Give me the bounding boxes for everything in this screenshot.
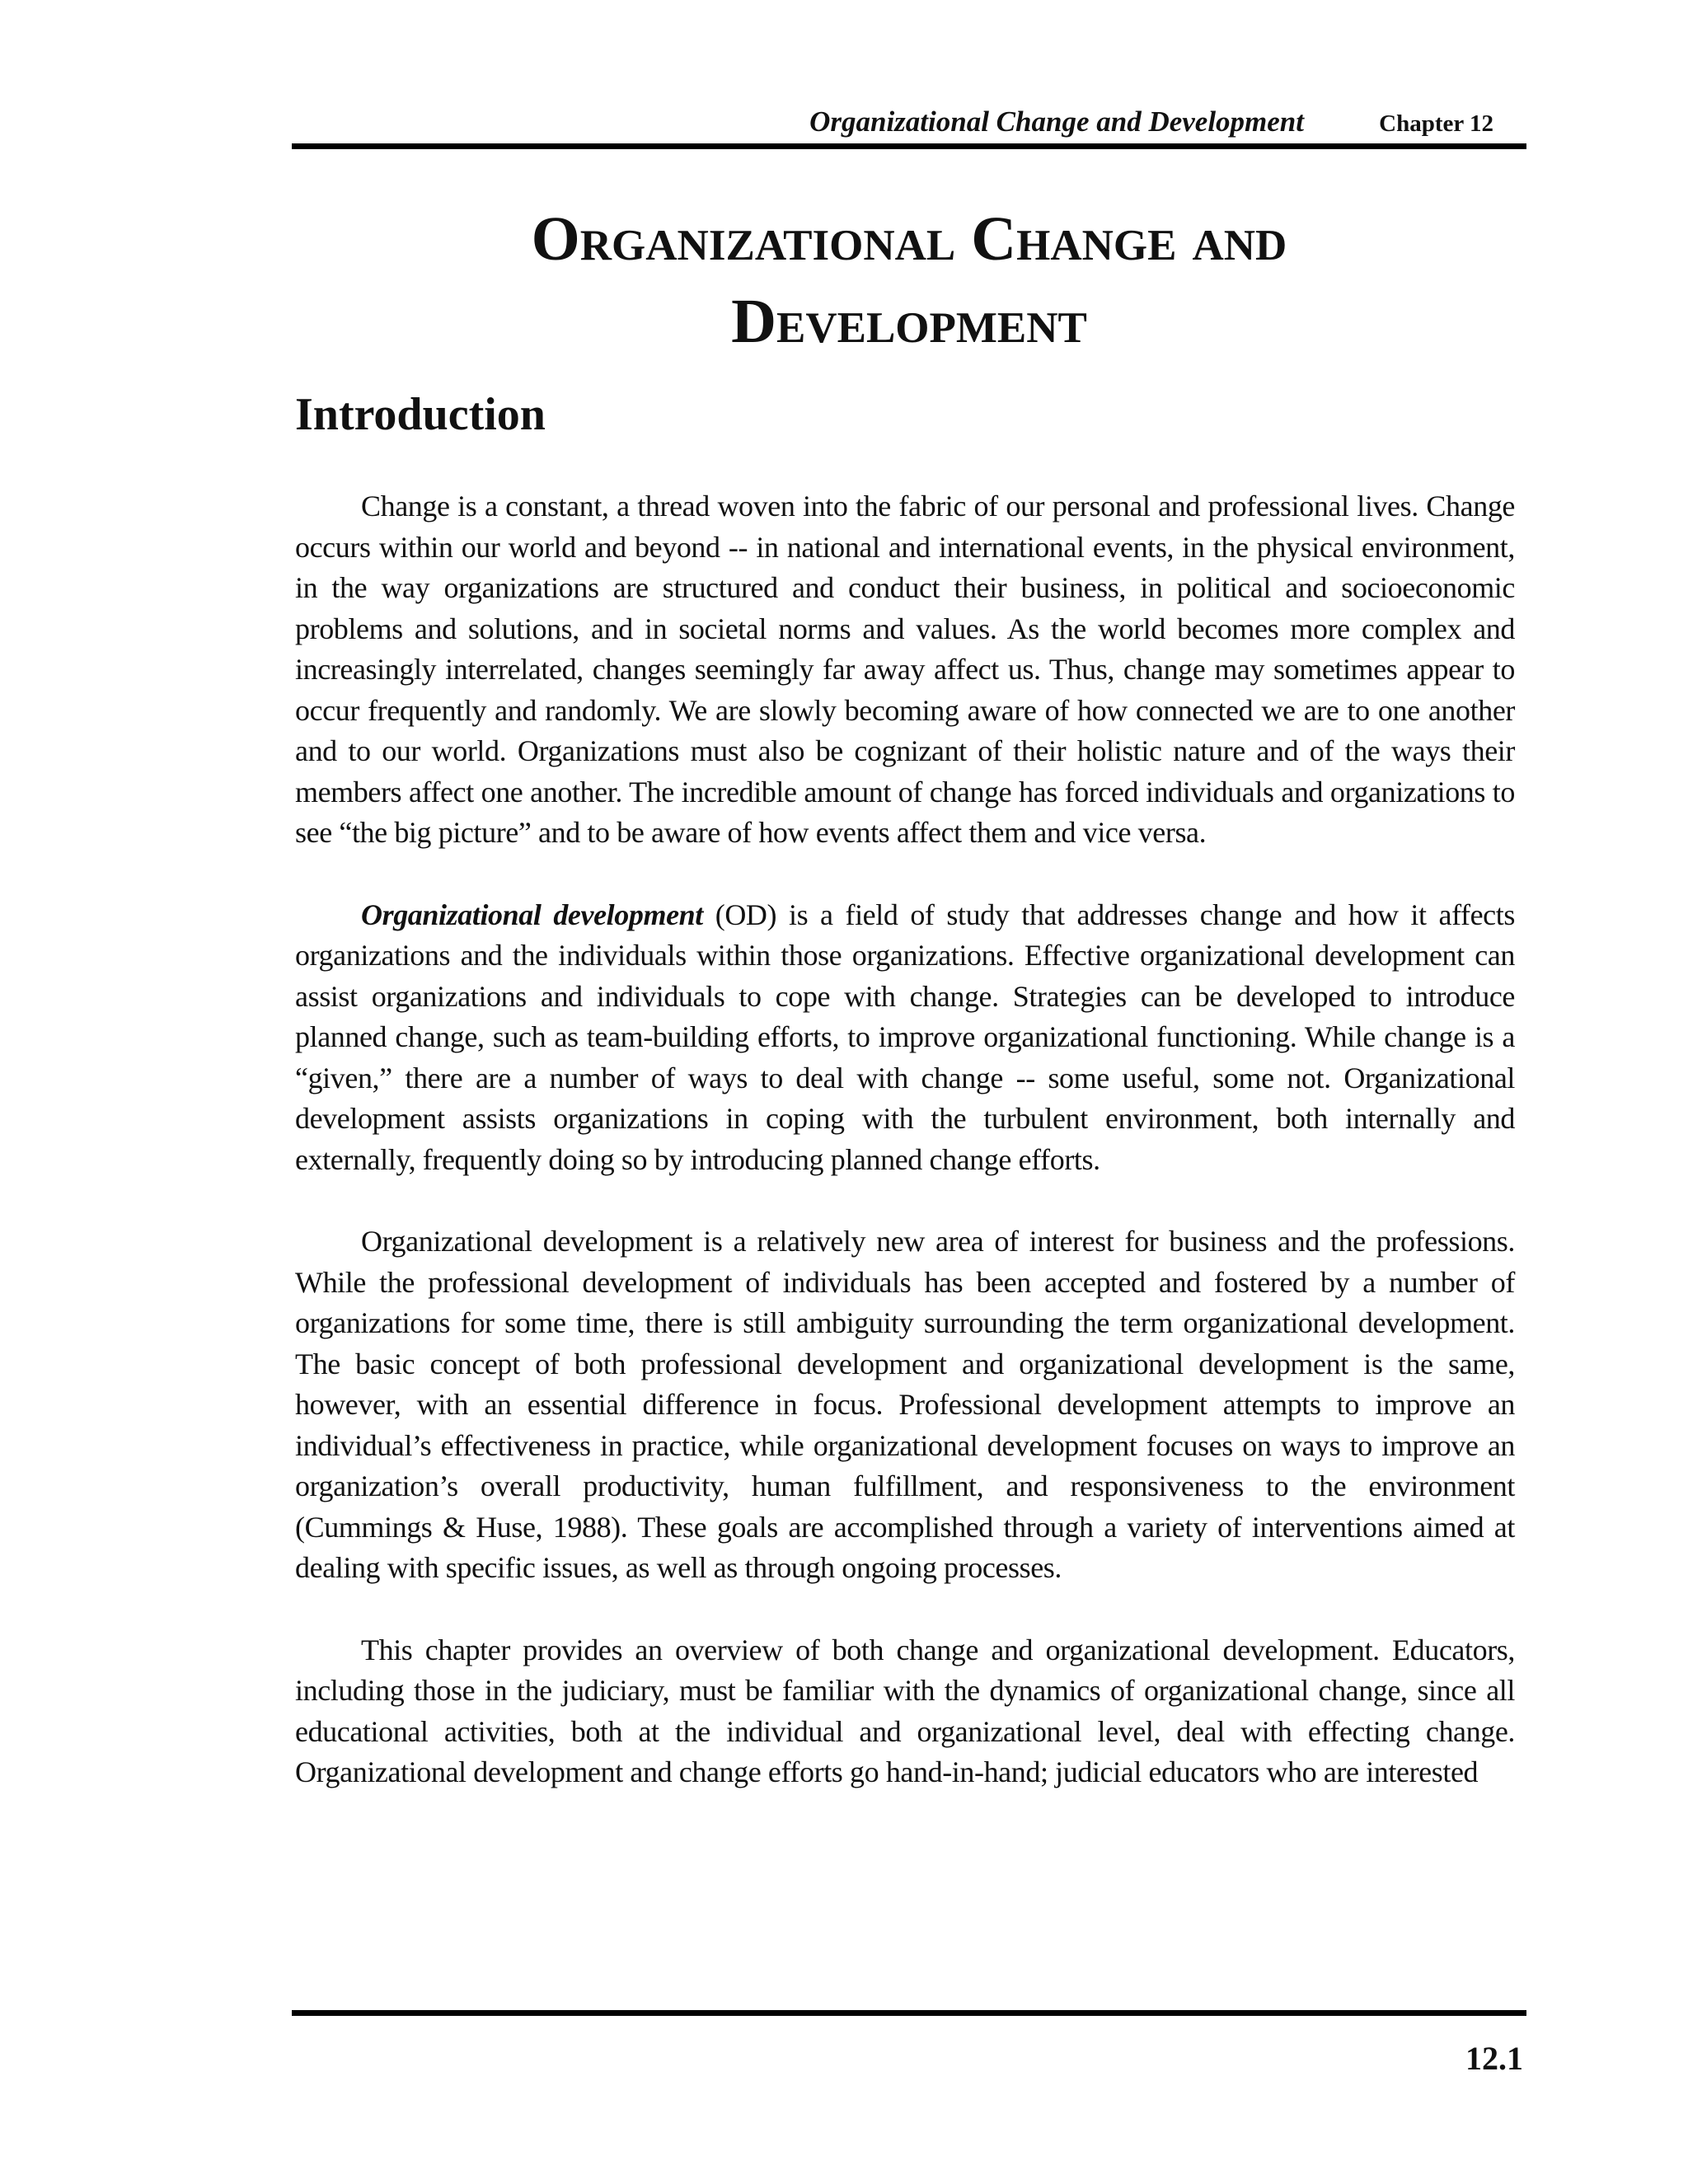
chapter-title-line-1: Organizational Change and xyxy=(531,204,1287,274)
paragraph-2 xyxy=(295,895,1515,1181)
defined-term: Organizational development xyxy=(361,898,703,931)
running-header xyxy=(292,97,1526,147)
chapter-label: Chapter 12 xyxy=(1379,110,1493,137)
running-title: Organizational Change and Development xyxy=(809,105,1304,138)
section-heading: Introduction xyxy=(295,389,546,440)
paragraph-3: Organizational development is a relatively new area of interest for business and the professions. While the professional development of individuals has been accepted and fostered by a number of organizations for some time, there is still ambiguity surrounding the term organizational development. The basic concept of both professional development and organizational development is the same, however, with an essential difference in focus. Professional development attempts to improve an individual’s effectiveness in practice, while organizational development focuses on ways to improve an organization’s overall productivity, human fulfillment, and responsiveness to the environment (Cummings & Huse, 1988). These goals are accomplished through a variety of interventions aimed at dealing with specific issues, as well as through ongoing processes. xyxy=(295,1225,1515,1584)
header-rule xyxy=(292,143,1526,149)
chapter-title-line-2: Development xyxy=(731,287,1087,356)
body-text xyxy=(295,486,1515,1835)
paragraph-4: This chapter provides an overview of both change and organizational development. Educators, including those in the judiciary, must be familiar with the dynamics of organizational change, since all educational activities, both at the individual and organizational level, deal with effecting change. Organizational development and change efforts go hand-in-hand; judicial educators who are interested xyxy=(295,1633,1515,1788)
paragraph-2-text: (OD) is a field of study that addresses change and how it affects organizations and the individuals within those organizations. Effective organizational development can assist organizations and individuals to cope with change. Strategies can be developed to introduce planned change, such as team-building efforts, to improve organizational functioning. While change is a “given,” there are a number of ways to deal with change -- some useful, some not. Organizational development assists organizations in coping with the turbulent environment, both internally and externally, frequently doing so by introducing planned change efforts. xyxy=(295,898,1515,1176)
footer-rule xyxy=(292,2010,1526,2016)
paragraph-1: Change is a constant, a thread woven into the fabric of our personal and professional lives. Change occurs within our world and beyond -- in national and international events, in the physical environment, in the way organizations are structured and conduct their business, in political and socioeconomic problems and solutions, and in societal norms and values. As the world becomes more complex and increasingly interrelated, changes seemingly far away affect us. Thus, change may sometimes appear to occur frequently and randomly. We are slowly becoming aware of how connected we are to one another and to our world. Organizations must also be cognizant of their holistic nature and of the ways their members affect one another. The incredible amount of change has forced individuals and organizations to see “the big picture” and to be aware of how events affect them and vice versa. xyxy=(295,490,1515,849)
page-number: 12.1 xyxy=(1465,2040,1523,2077)
chapter-title xyxy=(292,198,1526,363)
